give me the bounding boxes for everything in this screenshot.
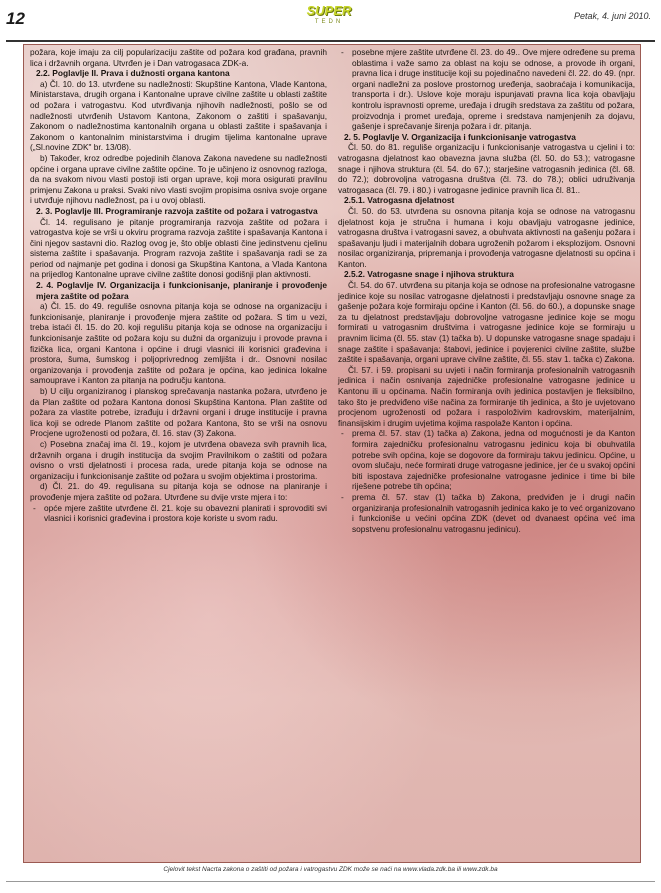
list-item: - opće mjere zaštite utvrđene čl. 21. koje su obavezni planirati i sprovoditi svi vlasnici i korisnici građevina i prostora koje koriste u svom radu. [44, 503, 327, 524]
page-header [0, 0, 661, 40]
paragraph: b) U cilju organiziranog i planskog sprečavanja nastanka požara, utvrđeno je da Plan zaštite od požara Kantona donosi Skupština Kantona. Plan zaštite od požara za vlastite potrebe, izrađuju i državni organi i druge institucije i pravna lica koji se odrede Planom zaštite od požara Kantona, što se vrši na osnovu Procjene ugroženosti od požara, čl. 16. stav (3) Zakona. [30, 386, 327, 439]
paragraph: Čl. 54. do 67. utvrđena su pitanja koja se odnose na profesionalne vatrogasne jedinice koje su nosilac vatrogasne djelatnosti i predstavljaju osnovne snage za gašenje požara koje formiraju općine i Kanton (čl. 56. do 60.), a dopunske snage za tu djelatnost predstavljaju dobrovoljne vatrogasne jedinice koje se mogu formirati u vatrogasnim društvima i vatrogasne jedinice koje se formiraju u pravnim licima (čl. 55. stav (1) tačka b). U dopunske vatrogasne snage spadaju i snage zaštite i spašavanja: štabovi, jedinice i povjerenici civilne zaštite, službe zaštite i spašavanja, organi uprave civilne zaštite, čl. 55. stav 1. tačka c) Zakona. [338, 280, 635, 365]
right-column [338, 47, 635, 534]
list-item: - prema čl. 57. stav (1) tačka a) Zakona, jedna od mogućnosti je da Kanton formira zajedničku profesionalnu vatrogasnu jedinicu koja bi obuhvatila potrebe svih općina, koje se dogovore da formiraju takvu jedinicu. Općine, u ovom slučaju, neće formirati druge vatrogasne jedinice, jer će u svakoj općini biti ispostava zajedničke profesionalne vatrogasne jedinice i time bi bile riješene potrebe tih općina; [352, 428, 635, 492]
header-divider [6, 40, 655, 42]
subsection-heading: 2.5.1. Vatrogasna djelatnost [344, 195, 455, 206]
section-heading: 2. 3. Poglavlje III. Programiranje razvoja zaštite od požara i vatrogastva [36, 205, 318, 216]
paragraph: a) Čl. 10. do 13. utvrđene su nadležnosti: Skupštine Kantona, Vlade Kantona, Ministarstava, drugih organa i Kantonalne uprave civilne zaštite u oblasti zaštite od požara i vatrogastvu. Kod utvrđivanja njihovih nadležnosti, pošlo se od nadležnosti utvrđenih Ustavom Kantona, Zakonom o zaštiti i spašavanju, Zakonom o nadležnostima kantonalnih organa u oblasti zaštite i spašavanja i Zakonom o kantonalnim ministarstvima i drugim tijelima kantonalne uprave („Sl.novine ZDK" br. 13/08). [30, 78, 327, 153]
article-panel [23, 44, 641, 863]
section-heading: 2. 4. Poglavlje IV. Organizacija i funkcionisanje, planiranje i provođenje mjera zaštite od požara [36, 280, 327, 301]
newspaper-logo [303, 4, 355, 32]
formation-list [338, 428, 635, 534]
paragraph: požara, koje imaju za cilj popularizaciju zaštite od požara kod građana, pravnih lica i državnih organa. Utvrđen je i Dan vatrogasaca ZDK-a. [30, 47, 327, 68]
logo-sub: TEDN [314, 19, 344, 25]
measures-list [30, 503, 327, 524]
subsection-heading: 2.5.2. Vatrogasne snage i njihova struktura [344, 269, 514, 280]
logo-word: SUPER [306, 3, 352, 18]
footer-divider [6, 881, 655, 882]
section-heading: 2. 5. Poglavlje V. Organizacija i funkcionisanje vatrogastva [344, 131, 576, 142]
paragraph: Čl. 50. do 53. utvrđena su osnovna pitanja koja se odnose na vatrogasnu djelatnost koja je stručna i humana i koju obavljaju vatrogasne jedinice, vatrogasna društva i vatrogasni savez, a obuhvata aktivnosti na gašenju požara i spašavanju ljudi i materijalnih dobara ugroženih požarom i eksplozijom. Osnovni nosilac organiziranja, pripremanja i provođenja vatrogasne djelatnosti su općina i Kanton. [338, 205, 635, 269]
paragraph: c) Posebna značaj ima čl. 19., kojom je utvrđena obaveza svih pravnih lica, državnih organa i drugih institucija da svojim Pravilnikom o zaštiti od požara ovisno o vrsti djelatnosti i procesa rada, urede pitanja koja se odnose na organizaciju i funkcionisanje zaštite od požara u svojim objektima i prostorima. [30, 438, 327, 481]
paragraph: d) Čl. 21. do 49. regulisana su pitanja koja se odnose na planiranje i provođenje mjera zaštite od požara. Utvrđene su dvije vrste mjera i to: [30, 481, 327, 502]
paragraph: Čl. 50. do 81. reguliše organizaciju i funkcionisanje vatrogastva u cjelini i to: vatrogasna djelatnost kao obavezna javna služba (čl. 50. do 53.); vatrogasne snage i njihova struktura (čl. 54. do 67.); starješine vatrogasnih jedinica (čl. 68. do 72.); dobrovoljna vatrogasna društva (čl. 73. do 78.); oblici udruživanja vatrogasaca (čl. 79. i 80.) i vatrogasne jedinice pravnih lica čl. 81.. [338, 142, 635, 195]
page-number: 12 [6, 9, 25, 28]
issue-date: Petak, 4. juni 2010. [573, 11, 651, 21]
list-item: - posebne mjere zaštite utvrđene čl. 23. do 49.. Ove mjere određene su prema oblastima i važe samo za oblast na koju se odnose, a provode ih organi, pravna lica i druge institucije koji su pojedinačno navedeni čl. 22. do 49. (npr. organi nadležni za poslove prostornog uređenja, saobraćaja i komunikacija, transporta i dr.). Uslove koje moraju ispunjavati pravna lica koja obavljaju kontrolu ispravnosti opreme, uređaja i drugih sredstava za zaštitu od požara, proizvodnja i promet uređaja, opreme i sredstava namjenjenih za dojavu, gašenje i sprečavanje širenja požara i dr. pitanja. [352, 47, 635, 132]
measures-list-cont [338, 47, 635, 132]
paragraph: Čl. 57. i 59. propisani su uvjeti i način formiranja profesionalnih vatrogasnih jedinica i način osnivanja zajedničke profesionalne vatrogasne jedinice u Kantonu ili u općinama. Način formiranja ovih jedinica postavljen je fleksibilno, tako što je predviđeno više načina za formiranje tih jedinica, a što je uvjetovano procjenom ugroženosti od požara i raspoloživim kadrovskim, materijalnim, finansijskim i drugim uvjetima kojima raspolaže Kanton i općina. [338, 364, 635, 428]
section-heading: 2.2. Poglavlje II. Prava i dužnosti organa kantona [36, 68, 230, 79]
paragraph: Čl. 14. regulisano je pitanje programiranja razvoja zaštite od požara i vatrogastva koje se vrši u okviru programa razvoja zaštite i spašavanja Kantona i čini njegov sastavni dio. Razlog ovog je, što oblje oblasti čine jedinstvenu cjelinu sistema zaštite i spašavanja. Program razvoja zaštite i spašavanja radi se za period od najmanje pet godina i donosi ga Skupština Kantona, a Vlada Kantona na prijedlog Kantonalne uprave civilne zaštite donosi godišnji plan aktivnosti. [30, 216, 327, 280]
left-column [30, 47, 327, 524]
paragraph: a) Čl. 15. do 49. reguliše osnovna pitanja koja se odnose na organizaciju i funkcionisanje, planiranje i provođenje mjera zaštite od požara. S tim u vezi, treba istaći čl. 15. do 20. koji regulišu pitanja koja se odnose na organizaciju i funkcionisanje zaštite od požara koju su dužni da organizuju i provode pravna i fizička lica, organi Kantona i općine i drugi vlasnici ili korisnici građevina i prostora, šuma, šumskog i poljoprivrednog zemljišta i dr.. Osnovni nosilac organizovanja i provođenja zaštite od požara je općina, kao jedinica lokalne samouprave i Kanton za pitanja na području kantona. [30, 301, 327, 386]
footer-note: Cjelovit tekst Nacrta zakona o zaštiti od požara i vatrogastvu ZDK može se naći na www.vlada.zdk.ba ili www.zdk.ba [163, 866, 498, 873]
list-item: - prema čl. 57. stav (1) tačka b) Zakona, predviđen je i drugi način organiziranja profesionalnih vatrogasnih jedinica kako je to već organizovano i funkcioniše u većini općina ZDK (devet od dvanaest općina već ima sopstvenu profesionalnu vatrogasnu jedinicu). [352, 492, 635, 534]
paragraph: b) Također, kroz odredbe pojedinih članova Zakona navedene su nadležnosti općine i organa uprave civilne zaštite općine. To je učinjeno iz osnovnog razloga, da na svakom nivou vlasti postoji isti organ uprave, koji mora osigurati pravilnu primjenu Zakona u praksi. Svaki nivo vlasti svojim propisima osniva svoje organe i utvrđuje njihovu nadležnost, pa i u ovoj oblasti. [30, 152, 327, 206]
